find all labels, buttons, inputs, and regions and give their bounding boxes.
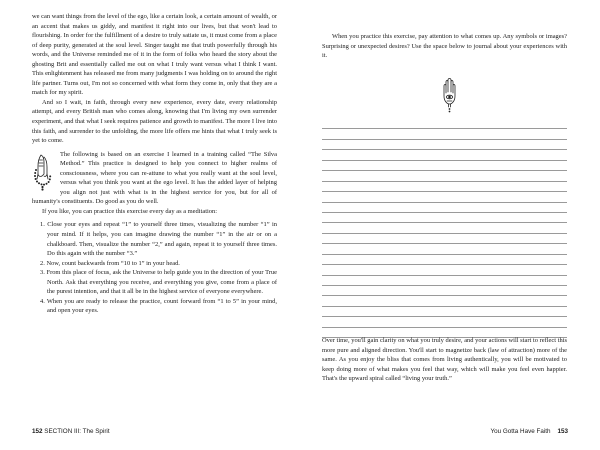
left-body xyxy=(32,12,277,316)
running-head-section: SECTION III: The Spirit xyxy=(44,428,110,435)
step-item: 1. Close your eyes and repeat “1” to yourself three times, visualizing the number “1” in your mind. If it helps, you can imagine drawing the number “1” in the air or on a chalkboard. Then, visualize the number “2,” and again, repeat it to yourself three times. Do this again with the number “3.” xyxy=(40,221,277,258)
hamsa-hand-icon xyxy=(438,76,462,114)
journal-line[interactable] xyxy=(322,286,567,296)
page-number: 153 xyxy=(557,428,568,435)
closing-text xyxy=(322,336,567,384)
step-item: 3. From this place of focus, ask the Universe to help guide you in the direction of your True North. Ask that everything you receive, and everything you give, come from a place of the purest intention, and that it all be in the highest service of everyone everywhere. xyxy=(40,269,277,296)
journal-intro: When you practice this exercise, pay attention to what comes up. Any symbols or images? Surprising or unexpected desires? Use the space below to journal about your experiences with it. xyxy=(322,33,567,60)
journal-line[interactable] xyxy=(322,317,567,327)
journal-line[interactable] xyxy=(322,171,567,181)
body-paragraph-1: we can want things from the level of the ego, like a certain look, a certain amount of wealth, or an accent that makes us giddy, and manifest it right into our lives, but that won't lead to flourishing. In order for the fulfillment of a desire to truly satiate us, it must come from a place of deep purity, generated at the soul level. Singer taught me that truth powerfully through his words, and the Universe reminded me of it in the form of folks who heard the story about the ghosting Brit and essentially called me out on what I truly want versus what I think I want. This enlightenment has released me from many judgments I was holding on to around the right life partner. Turns out, I'm not so concerned with what form they come in, only that they are a match for my spirit. xyxy=(32,13,277,97)
journal-line[interactable] xyxy=(322,223,567,233)
body-paragraph-2: And so I wait, in faith, through every new experience, every date, every relationship attempt, and every British man who comes along, knowing that I'm living my own surrender experiment, and that what I seek requires patience and growth to manifest. The more I live into this faith, and surrender to the unfolding, the more life offers me hints that what I truly seek is yet to come. xyxy=(32,98,277,145)
journal-lines[interactable] xyxy=(322,119,567,338)
journal-line[interactable] xyxy=(322,265,567,275)
journal-line[interactable] xyxy=(322,203,567,213)
step-item: 2. Now, count backwards from “10 to 1” in your head. xyxy=(40,259,180,267)
journal-line[interactable] xyxy=(322,161,567,171)
journal-line[interactable] xyxy=(322,119,567,129)
left-footer xyxy=(32,428,110,435)
page-number: 152 xyxy=(32,428,43,435)
steps-list xyxy=(32,220,277,315)
journal-line[interactable] xyxy=(322,192,567,202)
right-footer xyxy=(491,428,569,435)
journal-line[interactable] xyxy=(322,213,567,223)
journal-line[interactable] xyxy=(322,307,567,317)
journal-prompt xyxy=(322,32,567,61)
journal-line[interactable] xyxy=(322,255,567,265)
practice-line: If you like, you can practice this exercise every day as a meditation: xyxy=(42,207,217,215)
praying-hands-mala-icon xyxy=(30,152,56,192)
journal-line[interactable] xyxy=(322,276,567,286)
right-page xyxy=(300,0,600,450)
exercise-intro: The following is based on an exercise I learned in a training called “The Silva Method.” This practice is designed to help you connect to higher realms of consciousness, where you can re-attune to what you really want at the soul level, versus what you think you want at the ego level. It has the added layer of helping you align not just with what is in the highest service for you, but for all of humanity's constituents. Do good as you do well. xyxy=(32,150,277,206)
journal-line[interactable] xyxy=(322,296,567,306)
closing-paragraph: Over time, you'll gain clarity on what you truly desire, and your actions will start to reflect this more pure and aligned direction. You'll start to magnetize back (law of attraction) more of the same. As you enjoy the bliss that comes from living authentically, you will be motivated to keep doing more of what makes you feel that way, which will make you feel even happier. That's the upward spiral called “living your truth.” xyxy=(322,337,567,383)
step-item: 4. When you are ready to release the practice, count forward from “1 to 5” in your mind, and open your eyes. xyxy=(40,297,277,315)
journal-line[interactable] xyxy=(322,244,567,254)
journal-line[interactable] xyxy=(322,140,567,150)
journal-line[interactable] xyxy=(322,182,567,192)
journal-line[interactable] xyxy=(322,129,567,139)
running-head-chapter: You Gotta Have Faith xyxy=(490,428,551,435)
journal-line[interactable] xyxy=(322,150,567,160)
journal-line[interactable] xyxy=(322,234,567,244)
